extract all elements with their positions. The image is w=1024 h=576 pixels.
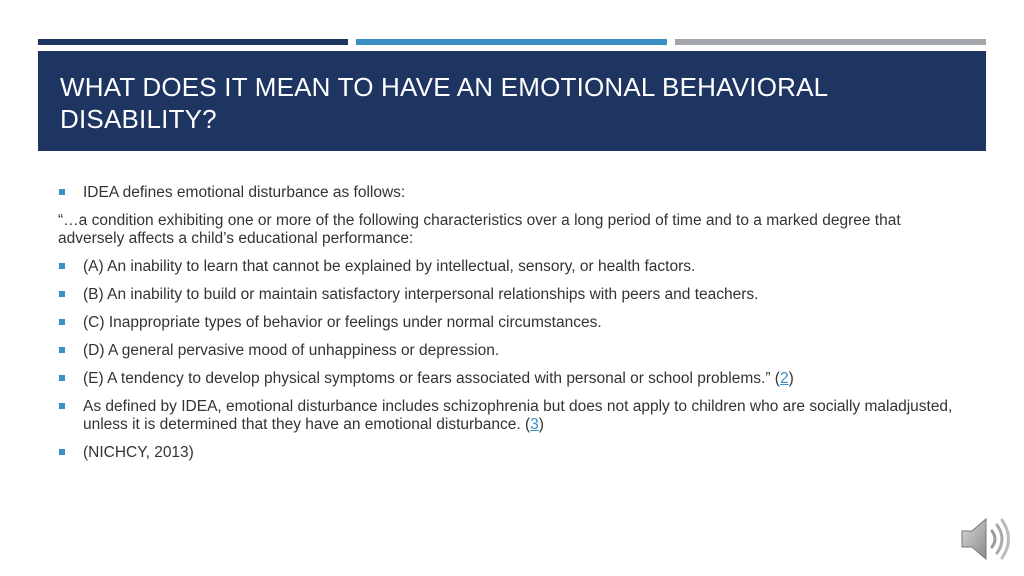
bullet-text: (C) Inappropriate types of behavior or feelings under normal circumstances. [83, 314, 602, 331]
bullet-item [58, 314, 968, 332]
bullet-item [58, 398, 968, 434]
reference-link-2[interactable]: 2 [779, 370, 789, 387]
bullet-text: IDEA defines emotional disturbance as follows: [83, 184, 406, 201]
bullet-text: (D) A general pervasive mood of unhappiness or depression. [83, 342, 500, 359]
reference-link-3[interactable]: 3 [530, 416, 539, 433]
slide-title: WHAT DOES IT MEAN TO HAVE AN EMOTIONAL BEHAVIORAL DISABILITY? [60, 72, 828, 134]
square-bullet-icon [59, 449, 65, 455]
accent-bar-gray [675, 39, 986, 45]
bullet-item [58, 286, 968, 304]
slide-body [58, 184, 968, 472]
bullet-item [58, 258, 968, 276]
bullet-text: (B) An inability to build or maintain satisfactory interpersonal relationships with peers and teachers. [83, 286, 759, 303]
quote-text: “…a condition exhibiting one or more of the following characteristics over a long period of time and to a marked degree that adversely affects a child’s educational performance: [58, 212, 901, 247]
bullet-item [58, 184, 968, 202]
bullet-item [58, 342, 968, 360]
bullet-text: (NICHCY, 2013) [83, 444, 194, 461]
speaker-icon[interactable] [958, 511, 1014, 567]
square-bullet-icon [59, 291, 65, 297]
square-bullet-icon [59, 347, 65, 353]
bullet-text: (A) An inability to learn that cannot be explained by intellectual, sensory, or health factors. [83, 258, 696, 275]
square-bullet-icon [59, 319, 65, 325]
quote-paragraph [58, 212, 968, 248]
bullet-text-end: ) [788, 370, 794, 387]
bullet-text: As defined by IDEA, emotional disturbance includes schizophrenia but does not apply to children who are socially maladjusted, unless it is determined that they have an emotional disturbance. ( [83, 398, 953, 433]
square-bullet-icon [59, 403, 65, 409]
accent-bar-navy [38, 39, 348, 45]
square-bullet-icon [59, 189, 65, 195]
bullet-text-end: ) [538, 416, 544, 433]
bullet-item [58, 370, 968, 388]
bullet-text: (E) A tendency to develop physical symptoms or fears associated with personal or school problems.” ( [83, 370, 780, 387]
accent-bar-blue [356, 39, 667, 45]
square-bullet-icon [59, 375, 65, 381]
square-bullet-icon [59, 263, 65, 269]
bullet-item [58, 444, 968, 462]
title-banner [38, 51, 986, 151]
